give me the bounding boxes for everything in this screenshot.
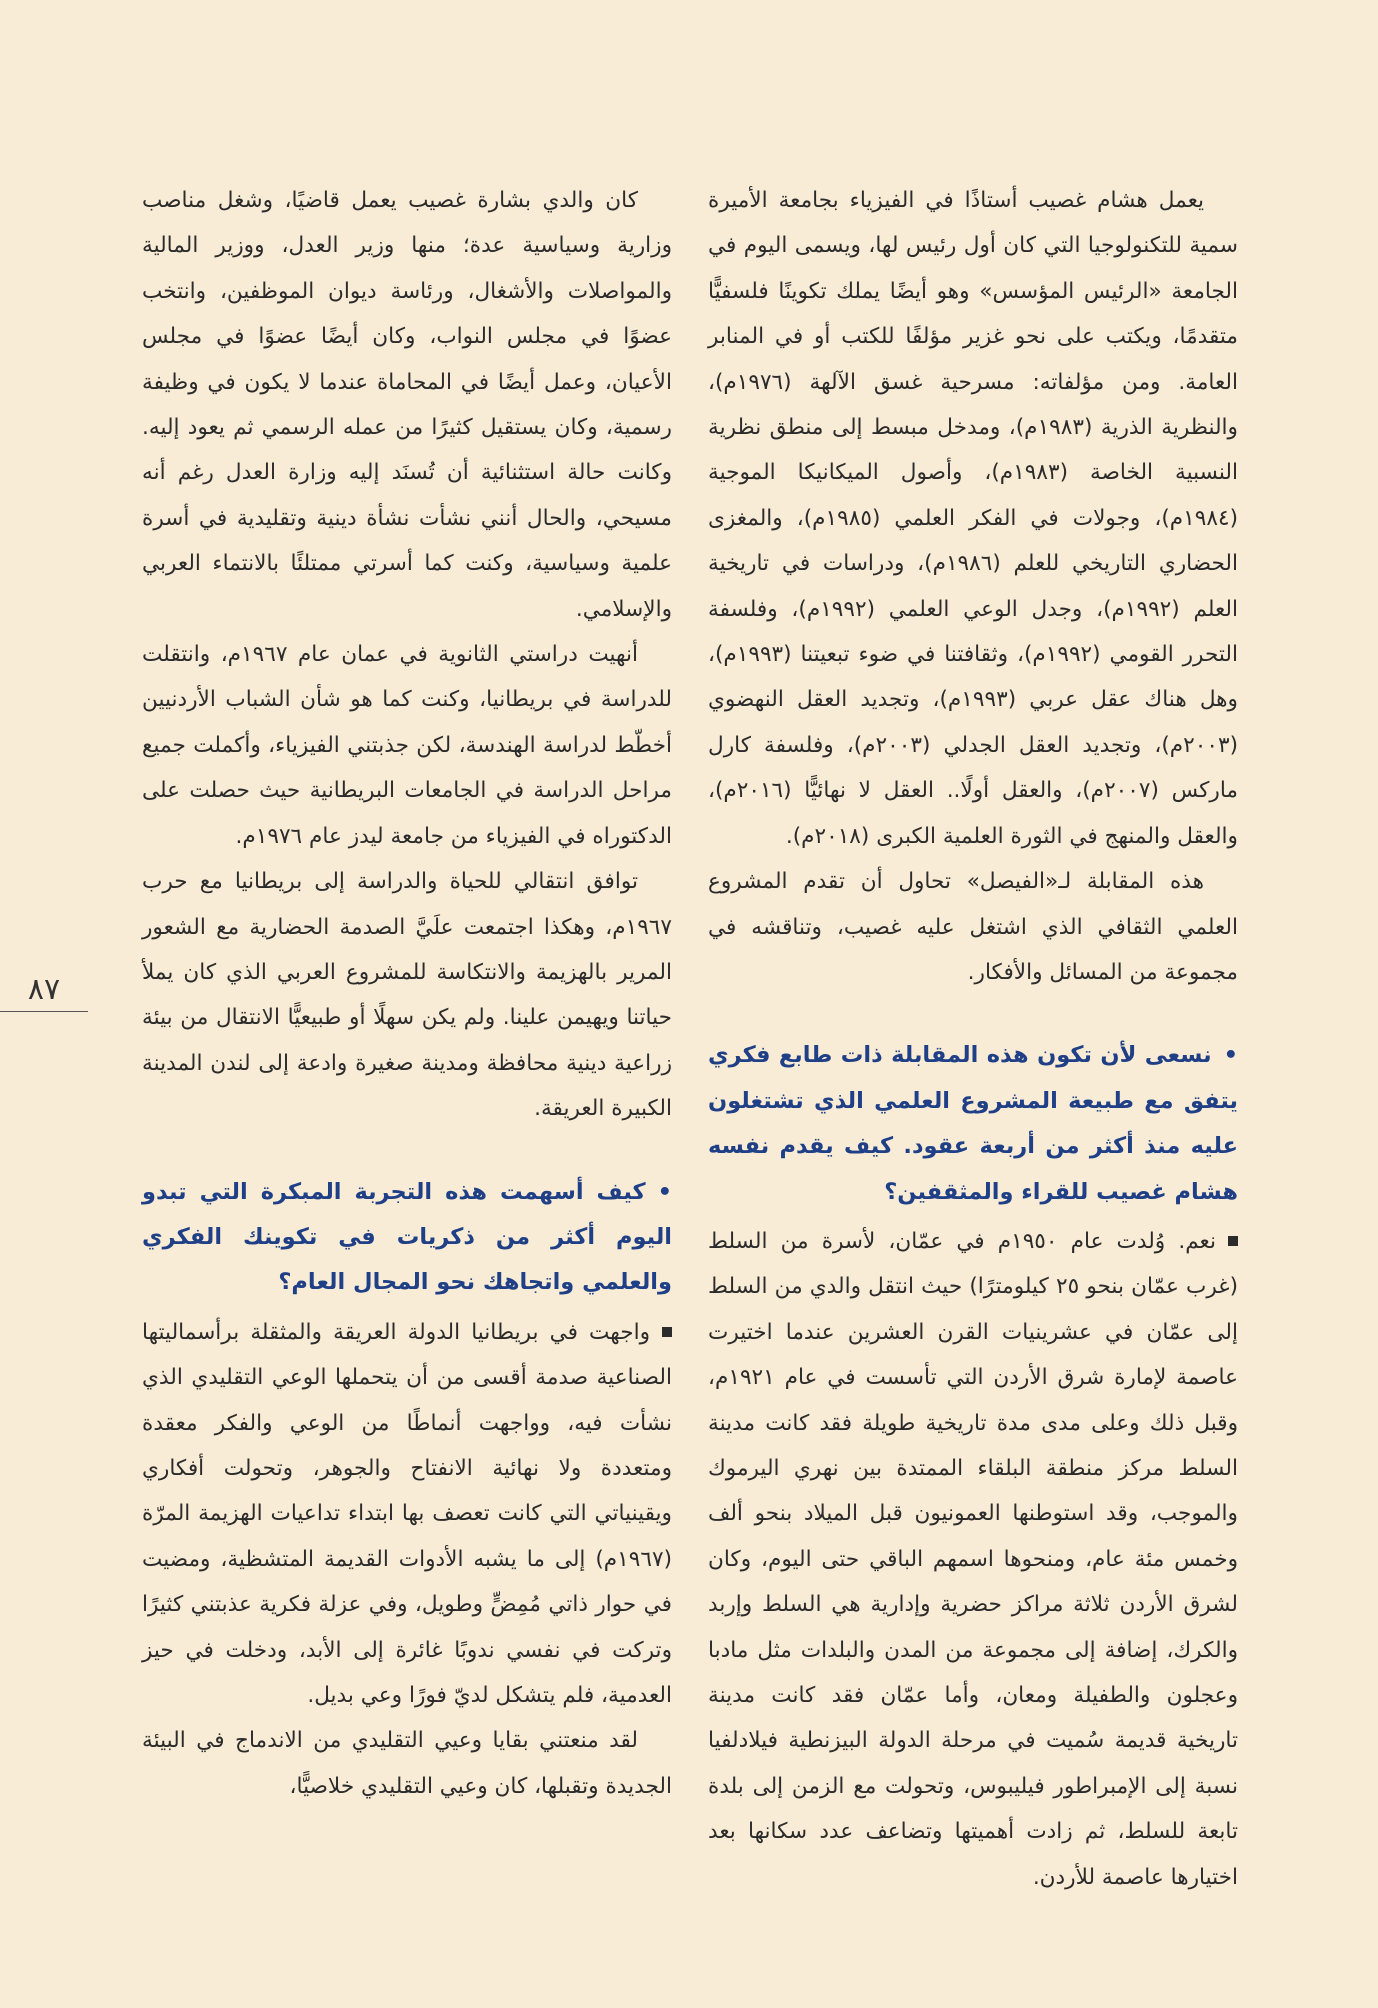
body-paragraph-1: كان والدي بشارة غصيب يعمل قاضيًا، وشغل مناصب وزارية وسياسية عدة؛ منها وزير العدل، ووزير المالية والمواصلات والأشغال، ورئاسة ديوان الموظفين، وانتخب عضوًا في مجلس النواب، وكان أيضًا عضوًا في مجلس الأعيان، وعمل أيضًا في المحاماة عندما لا يكون في وظيفة رسمية، وكان يستقيل كثيرًا من عمله الرسمي ثم يعود إليه. وكانت حالة استثنائية أن تُسنَد إليه وزارة العدل رغم أنه مسيحي، والحال أنني نشأت نشأة دينية وتقليدية في أسرة علمية وسياسية، وكنت كما أسرتي ممتلئًا بالانتماء العربي والإسلامي. xyxy=(142,188,672,622)
square-bullet-icon xyxy=(1228,1236,1238,1246)
interview-answer-1 xyxy=(708,1219,1238,1900)
interview-question-2 xyxy=(142,1170,672,1306)
bullet-icon: • xyxy=(1223,1042,1238,1069)
right-column xyxy=(708,178,1238,1900)
question-text: نسعى لأن تكون هذه المقابلة ذات طابع فكري يتفق مع طبيعة المشروع العلمي الذي تشتغلون عليه منذ أكثر من أربعة عقود. كيف يقدم نفسه هشام غصيب للقراء والمثقفين؟ xyxy=(708,1042,1238,1205)
body-paragraph-4: لقد منعتني بقايا وعيي التقليدي من الاندماج في البيئة الجديدة وتقبلها، كان وعيي التقليدي خلاصيًّا، xyxy=(142,1728,672,1799)
body-paragraph-3: توافق انتقالي للحياة والدراسة إلى بريطانيا مع حرب ١٩٦٧م، وهكذا اجتمعت علَيَّ الصدمة الحضارية مع الشعور المرير بالهزيمة والانتكاسة للمشروع العربي الذي كان يملأ حياتنا ويهيمن علينا. ولم يكن سهلًا أو طبيعيًّا الانتقال من بيئة زراعية دينية محافظة ومدينة صغيرة وادعة إلى لندن المدينة الكبيرة العريقة. xyxy=(142,869,672,1122)
bullet-icon: • xyxy=(657,1178,672,1205)
page-number: ٨٧ xyxy=(0,972,88,1012)
answer-text: نعم. وُلدت عام ١٩٥٠م في عمّان، لأسرة من السلط (غرب عمّان بنحو ٢٥ كيلومترًا) حيث انتقل والدي من السلط إلى عمّان في عشرينيات القرن العشرين عندما اختيرت عاصمة لإمارة شرق الأردن التي تأسست في عام ١٩٢١م، وقبل ذلك وعلى مدى مدة تاريخية طويلة فقد كانت مدينة السلط مركز منطقة البلقاء الممتدة بين نهري اليرموك والموجب، وقد استوطنها العمونيون قبل الميلاد بنحو ألف وخمس مئة عام، ومنحوها اسمهم الباقي حتى اليوم، وكان لشرق الأردن ثلاثة مراكز حضرية وإدارية هي السلط وإربد والكرك، إضافة إلى مجموعة من المدن والبلدات مثل مادبا وعجلون والطفيلة ومعان، وأما عمّان فقد كانت مدينة تاريخية قديمة سُميت في مرحلة الدولة البيزنطية فيلادلفيا نسبة إلى الإمبراطور فيليبوس، وتحولت مع الزمن إلى بلدة تابعة للسلط، ثم زادت أهميتها وتضاعف عدد سكانها بعد اختيارها عاصمة للأردن. xyxy=(708,1228,1238,1890)
answer-text: واجهت في بريطانيا الدولة العريقة والمثقلة برأسماليتها الصناعية صدمة أقسى من أن يتحملها الوعي التقليدي الذي نشأت فيه، وواجهت أنماطًا من الوعي والفكر معقدة ومتعددة ولا نهائية الانفتاح والجوهر، وتحولت أفكاري ويقينياتي التي كانت تعصف بها ابتداء تداعيات الهزيمة المرّة (١٩٦٧م) إلى ما يشبه الأدوات القديمة المتشظية، ومضيت في حوار ذاتي مُمِضٍّ وطويل، وفي عزلة فكرية عذبتني كثيرًا وتركت في نفسي ندوبًا غائرة إلى الأبد، ودخلت في حيز العدمية، فلم يتشكل لديّ فورًا وعي بديل. xyxy=(142,1319,672,1708)
interview-answer-2 xyxy=(142,1310,672,1719)
intro-paragraph: يعمل هشام غصيب أستاذًا في الفيزياء بجامعة الأميرة سمية للتكنولوجيا التي كان أول رئيس لها، ويسمى اليوم في الجامعة «الرئيس المؤسس» وهو أيضًا يملك تكوينًا فلسفيًّا متقدمًا، ويكتب على نحو غزير مؤلفًا للكتب أو في المنابر العامة. ومن مؤلفاته: مسرحية غسق الآلهة (١٩٧٦م)، والنظرية الذرية (١٩٨٣م)، ومدخل مبسط إلى منطق نظرية النسبية الخاصة (١٩٨٣م)، وأصول الميكانيكا الموجية (١٩٨٤م)، وجولات في الفكر العلمي (١٩٨٥م)، والمغزى الحضاري التاريخي للعلم (١٩٨٦م)، ودراسات في تاريخية العلم (١٩٩٢م)، وجدل الوعي العلمي (١٩٩٢م)، وفلسفة التحرر القومي (١٩٩٢م)، وثقافتنا في ضوء تبعيتنا (١٩٩٣م)، وهل هناك عقل عربي (١٩٩٣م)، وتجديد العقل النهضوي (٢٠٠٣م)، وتجديد العقل الجدلي (٢٠٠٣م)، وفلسفة كارل ماركس (٢٠٠٧م)، والعقل أولًا.. العقل لا نهائيًّا (٢٠١٦م)، والعقل والمنهج في الثورة العلمية الكبرى (٢٠١٨م). xyxy=(708,188,1239,849)
body-paragraph-2: أنهيت دراستي الثانوية في عمان عام ١٩٦٧م، وانتقلت للدراسة في بريطانيا، وكنت كما هو شأن الشباب الأردنيين أخطّط لدراسة الهندسة، لكن جذبتني الفيزياء، وأكملت جميع مراحل الدراسة في الجامعات البريطانية حيث حصلت على الدكتوراه في الفيزياء من جامعة ليدز عام ١٩٧٦م. xyxy=(142,642,672,849)
intro-paragraph-2: هذه المقابلة لـ«الفيصل» تحاول أن تقدم المشروع العلمي الثقافي الذي اشتغل عليه غصيب، وتناقشه في مجموعة من المسائل والأفكار. xyxy=(708,869,1238,985)
square-bullet-icon xyxy=(662,1327,672,1337)
left-column xyxy=(142,178,672,1809)
question-text: كيف أسهمت هذه التجربة المبكرة التي تبدو اليوم أكثر من ذكريات في تكوينك الفكري والعلمي واتجاهك نحو المجال العام؟ xyxy=(142,1178,672,1296)
interview-question-1 xyxy=(708,1033,1238,1215)
